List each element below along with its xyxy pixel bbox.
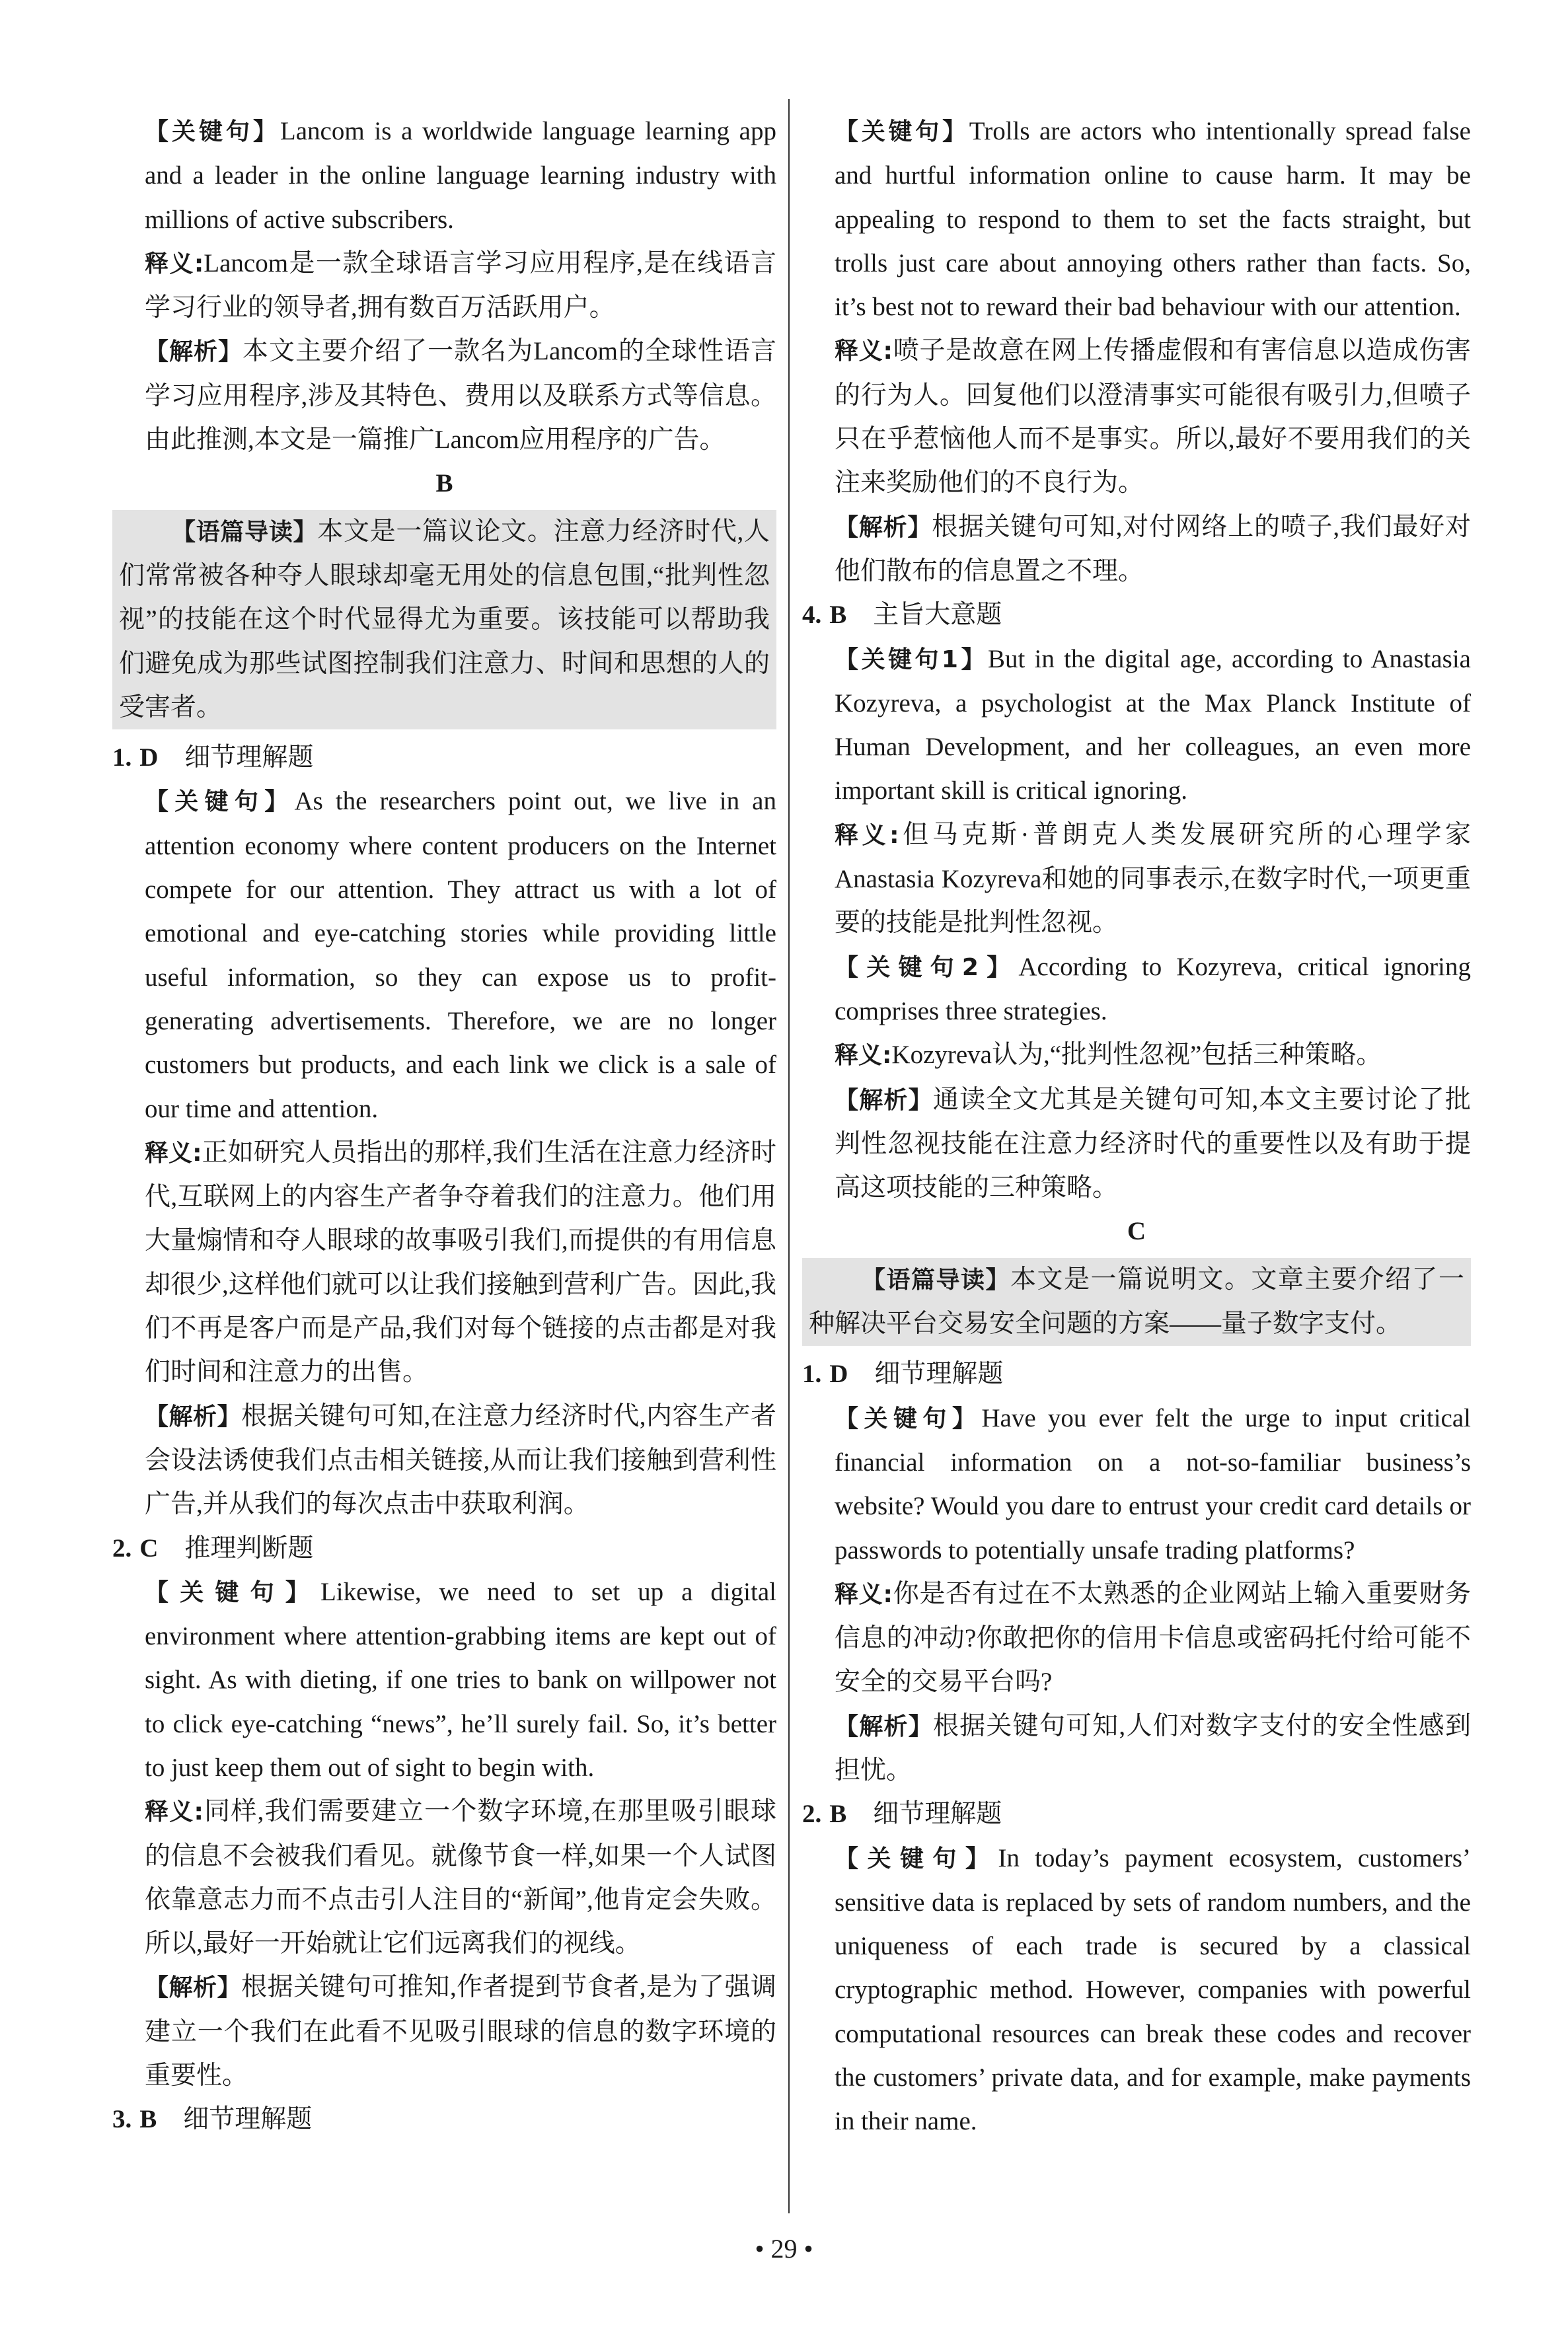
paragraph-label: 【解析】 [145, 338, 243, 366]
paragraph-text: As the researchers point out, we live in an attention economy where content producers on the Internet compete for our attention. They attract us with a lot of emotional and eye-catching stories while providing little useful information, so they can expose us to profit-generating advertisements. Therefore, we are no longer customers but products, and each link we click is a sale of our time and attention. [145, 787, 776, 1123]
question-number: 1. [112, 743, 132, 772]
paragraph-text: 根据关键句可知,在注意力经济时代,内容生产者会设法诱使我们点击相关链接,从而让我们接触到营利性广告,并从我们的每次点击中获取利润。 [145, 1401, 776, 1519]
page-number: • 29 • [755, 2234, 813, 2264]
question-number: 1. [802, 1360, 822, 1389]
question-type: 细节理解题 [184, 743, 314, 772]
left-column [112, 110, 776, 2142]
question-number: 2. [112, 1533, 132, 1563]
guide-label: 【语篇导读】 [862, 1266, 1010, 1294]
paragraph-label: 【解析】 [835, 1086, 933, 1114]
right-column [802, 110, 1471, 2144]
paragraph-label: 【关键句】 [835, 1405, 982, 1432]
paragraph-label: 【关键句1】 [835, 646, 988, 673]
question-type: 细节理解题 [183, 2105, 313, 2134]
answer-paragraph [802, 945, 1471, 1034]
paragraph-label: 【解析】 [145, 1403, 241, 1430]
paragraph-text: 通读全文尤其是关键句可知,本文主要讨论了批判性忽视技能在注意力经济时代的重要性以及有助于提高这项技能的三种策略。 [835, 1085, 1471, 1202]
column-divider [788, 99, 790, 2213]
paragraph-text: Likewise, we need to set up a digital environment where attention-grabbing items are kept out of sight. As with dieting, if one tries to bank on willpower not to click eye-catching “news”, he’ll surely fail. So, it’s better to just keep them out of sight to begin with. [145, 1577, 776, 1782]
answer-paragraph [802, 1397, 1471, 1572]
paragraph-label: 释义: [145, 1798, 204, 1826]
guide-label: 【语篇导读】 [172, 518, 318, 546]
answer-paragraph [112, 1395, 776, 1527]
paragraph-text: 正如研究人员指出的那样,我们生活在注意力经济时代,互联网上的内容生产者争夺着我们的注意力。他们用大量煽情和夺人眼球的故事吸引我们,而提供的有用信息却很少,这样他们就可以让我们接触到营利广告。因此,我们不再是客户而是产品,我们对每个链接的点击都是对我们时间和注意力的出售。 [145, 1138, 776, 1387]
question-type: 推理判断题 [184, 1533, 314, 1563]
passage-guide-box [802, 1258, 1471, 1347]
answer-paragraph [802, 813, 1471, 945]
question-number: 2. [802, 1800, 822, 1829]
question-answer: C [139, 1533, 159, 1563]
guide-text: 本文是一篇议论文。注意力经济时代,人们常常被各种夺人眼球却毫无用处的信息包围,“批判性忽视”的技能在这个时代显得尤为重要。该技能可以帮助我们避免成为那些试图控制我们注意力、时间和思想的人的受害者。 [119, 517, 770, 721]
question-heading [112, 1527, 776, 1570]
paragraph-text: Trolls are actors who intentionally spread false and hurtful information online to cause harm. It may be appealing to respond to them to set the facts straight, but trolls just care about annoying others rather than facts. So, it’s best not to reward their bad behaviour with our attention. [835, 117, 1471, 322]
answer-paragraph [112, 1790, 776, 1966]
paragraph-text: 根据关键句可知,人们对数字支付的安全性感到担忧。 [835, 1711, 1471, 1785]
question-heading [802, 1792, 1471, 1836]
paragraph-label: 【关键句】 [145, 788, 295, 816]
paragraph-label: 【关键句】 [145, 1578, 320, 1606]
answer-paragraph [802, 1078, 1471, 1210]
answer-paragraph [112, 242, 776, 330]
paragraph-text: 根据关键句可知,对付网络上的喷子,我们最好对他们散布的信息置之不理。 [835, 512, 1471, 585]
paragraph-label: 释义: [835, 1580, 893, 1608]
paragraph-text: 你是否有过在不太熟悉的企业网站上输入重要财务信息的冲动?你敢把你的信用卡信息或密码托付给可能不安全的交易平台吗? [835, 1579, 1471, 1697]
question-heading [802, 1352, 1471, 1396]
answer-paragraph [112, 1131, 776, 1395]
answer-paragraph [802, 1572, 1471, 1705]
paragraph-text: Have you ever felt the urge to input critical financial information on a not-so-familiar business’s website? Would you dare to entrust your credit card details or passwords to potentially unsafe trading platforms? [835, 1403, 1471, 1565]
answer-paragraph [802, 638, 1471, 813]
question-type: 细节理解题 [873, 1800, 1002, 1829]
paragraph-label: 【关键句】 [835, 1845, 998, 1872]
paragraph-label: 【解析】 [835, 513, 932, 541]
guide-text: 本文是一篇说明文。文章主要介绍了一种解决平台交易安全问题的方案——量子数字支付。 [809, 1265, 1464, 1339]
answer-paragraph [112, 1570, 776, 1790]
question-type: 细节理解题 [874, 1360, 1004, 1389]
paragraph-text: According to Kozyreva, critical ignoring comprises three strategies. [835, 952, 1471, 1025]
paragraph-text: Lancom是一款全球语言学习应用程序,是在线语言学习行业的领导者,拥有数百万活跃用户。 [145, 248, 776, 322]
paragraph-text: In today’s payment ecosystem, customers’ sensitive data is replaced by sets of random numbers, and the uniqueness of each trade is secured by a classical cryptographic method. However, companies with powerful computational resources can break these codes and recover the customers’ private data, and for example, make payments in their name. [835, 1843, 1471, 2136]
paragraph-text: Kozyreva认为,“批判性忽视”包括三种策略。 [891, 1041, 1382, 1070]
paragraph-label: 释义: [835, 821, 899, 849]
answer-paragraph [112, 1966, 776, 2098]
paragraph-text: 本文主要介绍了一款名为Lancom的全球性语言学习应用程序,涉及其特色、费用以及联系方式等信息。由此推测,本文是一篇推广Lancom应用程序的广告。 [145, 337, 776, 455]
paragraph-label: 释义: [835, 1042, 892, 1070]
question-heading [802, 593, 1471, 637]
paragraph-label: 【解析】 [835, 1713, 933, 1740]
answer-paragraph [802, 1705, 1471, 1793]
question-answer: B [139, 2105, 157, 2134]
paragraph-label: 【关键句】 [835, 118, 969, 145]
paragraph-label: 【解析】 [145, 1974, 241, 2002]
paragraph-text: 同样,我们需要建立一个数字环境,在那里吸引眼球的信息不会被我们看见。就像节食一样,如果一个人试图依靠意志力而不点击引人注目的“新闻”,他肯定会失败。所以,最好一开始就让它们远离我们的视线。 [145, 1797, 776, 1958]
question-type: 主旨大意题 [873, 601, 1002, 630]
paragraph-label: 【关键句2】 [835, 953, 1019, 981]
section-heading: C [1127, 1217, 1146, 1246]
answer-paragraph [802, 1837, 1471, 2144]
question-answer: D [829, 1360, 848, 1389]
answer-paragraph [802, 329, 1471, 505]
paragraph-label: 释义: [835, 338, 893, 365]
paragraph-text: 但马克斯·普朗克人类发展研究所的心理学家Anastasia Kozyreva和她的同事表示,在数字时代,一项更重要的技能是批判性忽视。 [835, 820, 1471, 938]
answer-paragraph [112, 330, 776, 462]
question-answer: D [139, 743, 159, 772]
answer-paragraph [802, 1033, 1471, 1078]
answer-paragraph [802, 110, 1471, 329]
passage-guide-box [112, 510, 776, 729]
paragraph-text: Lancom is a worldwide language learning app and a leader in the online language learning industry with millions of active subscribers. [145, 117, 776, 234]
paragraph-text: 喷子是故意在网上传播虚假和有害信息以造成伤害的行为人。回复他们以澄清事实可能很有吸引力,但喷子只在乎惹恼他人而不是事实。所以,最好不要用我们的关注来奖励他们的不良行为。 [835, 336, 1471, 498]
question-heading [112, 736, 776, 780]
question-heading [112, 2098, 776, 2141]
question-number: 4. [802, 601, 822, 630]
answer-paragraph [112, 780, 776, 1130]
question-number: 3. [112, 2105, 132, 2134]
paragraph-label: 释义: [145, 1139, 202, 1167]
paragraph-label: 【关键句】 [145, 118, 280, 145]
question-answer: B [829, 1800, 847, 1829]
paragraph-text: 根据关键句可推知,作者提到节食者,是为了强调建立一个我们在此看不见吸引眼球的信息的数字环境的重要性。 [145, 1973, 776, 2090]
question-answer: B [829, 601, 847, 630]
paragraph-text: But in the digital age, according to Anastasia Kozyreva, a psychologist at the Max Planck Institute of Human Development, and her colleagues, an even more important skill is critical ignoring. [835, 644, 1471, 805]
section-heading: B [435, 469, 453, 498]
answer-paragraph [802, 505, 1471, 594]
paragraph-label: 释义: [145, 250, 204, 277]
answer-paragraph [112, 110, 776, 242]
